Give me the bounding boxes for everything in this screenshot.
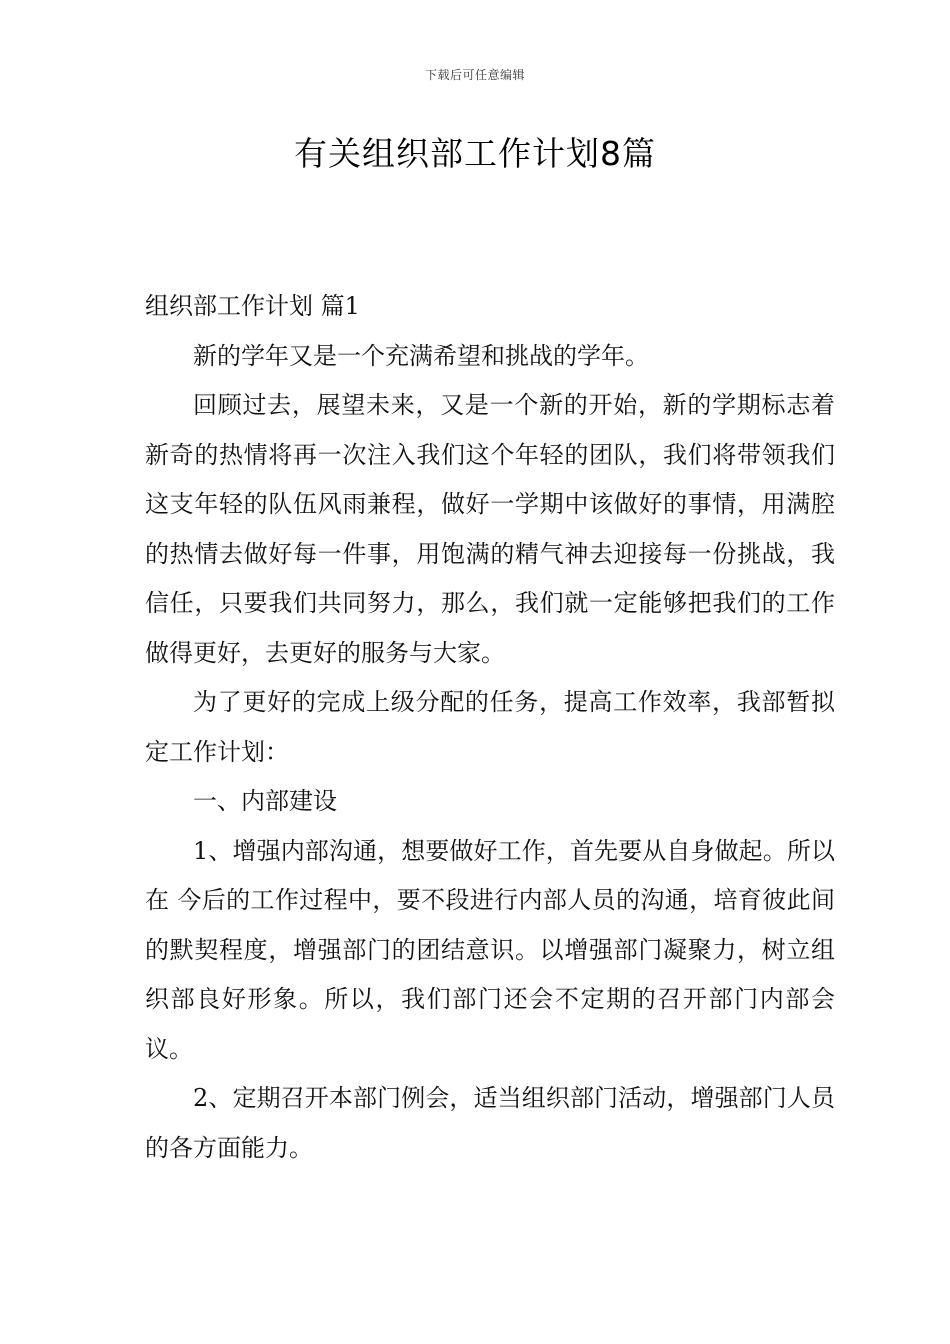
- subheading-internal-construction: 一、内部建设: [193, 787, 337, 815]
- header-note: 下载后可任意编辑: [424, 68, 525, 82]
- section-heading: 组织部工作计划 篇1: [145, 292, 360, 320]
- paragraph-item-2: 2、定期召开本部门例会，适当组织部门活动，增强部门人员的各方面能力。: [145, 1084, 835, 1162]
- paragraph-3: 为了更好的完成上级分配的任务，提高工作效率，我部暂拟定工作计划：: [145, 688, 835, 766]
- document-body: [145, 282, 835, 1173]
- paragraph-2: 回顾过去，展望未来，又是一个新的开始，新的学期标志着新奇的热情将再一次注入我们这个年轻的团队，我们将带领我们这支年轻的队伍风雨兼程，做好一学期中该做好的事情，用满腔的热情去做好每一件事，用饱满的精气神去迎接每一份挑战，我信任，只要我们共同努力，那么，我们就一定能够把我们的工作做得更好，去更好的服务与大家。: [145, 391, 835, 667]
- document-title: 有关组织部工作计划8篇: [294, 134, 656, 173]
- paragraph-1: 新的学年又是一个充满希望和挑战的学年。: [193, 341, 649, 370]
- paragraph-item-1: 1、增强内部沟通，想要做好工作，首先要从自身做起。所以在 今后的工作过程中，要不段进行内部人员的沟通，培育彼此间的默契程度，增强部门的团结意识。以增强部门凝聚力，树立组织部良好形象。所以，我们部门还会不定期的召开部门内部会议。: [145, 836, 835, 1063]
